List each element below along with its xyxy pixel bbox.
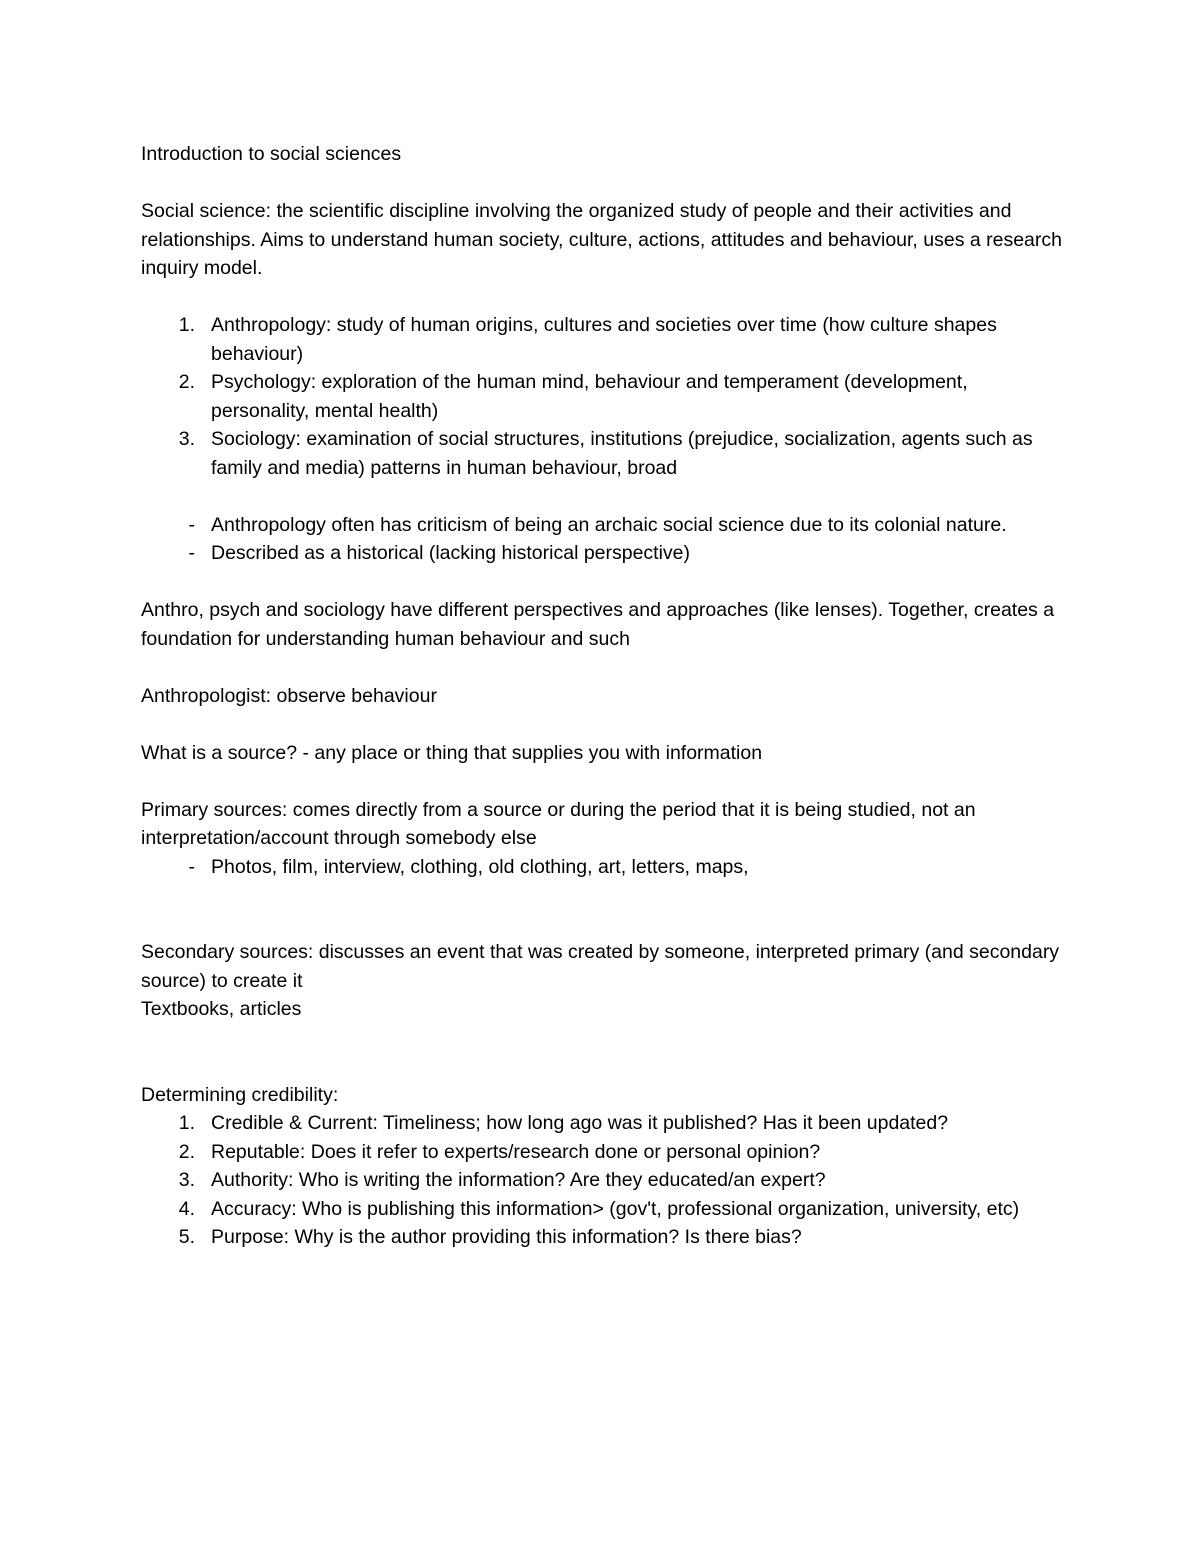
list-item [141, 539, 1071, 568]
list-item [141, 368, 1071, 425]
source-definition: What is a source? - any place or thing that supplies you with information [141, 741, 763, 764]
list-item-text: Purpose: Why is the author providing this information? Is there bias? [211, 1226, 802, 1248]
list-item [141, 1223, 1071, 1252]
list-item [141, 1109, 1071, 1138]
list-item-text: Described as a historical (lacking historical perspective) [211, 542, 691, 564]
primary-examples-list [141, 853, 1071, 882]
list-bullet: - [188, 855, 195, 878]
list-item [141, 1138, 1071, 1167]
list-number: 2. [178, 1140, 195, 1163]
list-item [141, 511, 1071, 540]
list-number: 3. [178, 428, 195, 450]
list-item-text: Authority: Who is writing the information? Are they educated/an expert? [211, 1169, 826, 1191]
list-number: 3. [178, 1169, 195, 1191]
credibility-list [141, 1109, 1071, 1252]
disciplines-list [141, 311, 1071, 482]
list-item-text: Anthropology often has criticism of being an archaic social science due to its colonial nature. [211, 513, 1007, 536]
secondary-sources-paragraph: Secondary sources: discusses an event that was created by someone, interpreted primary (and secondary source) to create it [141, 941, 1060, 992]
document-page [141, 140, 1071, 1252]
primary-sources-paragraph: Primary sources: comes directly from a source or during the period that it is being studied, not an interpretation/account through somebody else [141, 798, 976, 849]
list-item [141, 853, 1071, 882]
list-item-text: Credible & Current: Timeliness; how long ago was it published? Has it been updated? [211, 1112, 949, 1134]
perspectives-paragraph: Anthro, psych and sociology have different perspectives and approaches (like lenses). Together, creates a foundation for understanding human behaviour and such [141, 599, 1055, 650]
list-number: 1. [178, 314, 195, 336]
list-item-text: Sociology: examination of social structures, institutions (prejudice, socialization, agents such as family and media) patterns in human behaviour, broad [211, 428, 1033, 479]
list-number: 5. [178, 1226, 195, 1248]
list-number: 4. [178, 1197, 195, 1220]
list-item [141, 1166, 1071, 1195]
list-item-text: Anthropology: study of human origins, cultures and societies over time (how culture shapes behaviour) [211, 314, 997, 365]
document-title: Introduction to social sciences [141, 143, 402, 165]
anthro-notes-list [141, 511, 1071, 568]
secondary-examples: Textbooks, articles [141, 998, 302, 1020]
list-item-text: Accuracy: Who is publishing this information> (gov't, professional organization, university, etc) [211, 1197, 1020, 1220]
list-item-text: Psychology: exploration of the human mind, behaviour and temperament (development, personality, mental health) [211, 371, 968, 422]
list-item [141, 425, 1071, 482]
credibility-heading: Determining credibility: [141, 1083, 339, 1106]
list-bullet: - [188, 542, 195, 564]
list-number: 2. [178, 371, 195, 393]
social-science-definition: Social science: the scientific discipline involving the organized study of people and their activities and relationships. Aims to understand human society, culture, actions, attitudes and behaviour, uses a research inquiry model. [141, 200, 1062, 279]
list-number: 1. [178, 1112, 195, 1134]
list-item [141, 1195, 1071, 1224]
anthropologist-note: Anthropologist: observe behaviour [141, 684, 437, 707]
list-item-text: Photos, film, interview, clothing, old clothing, art, letters, maps, [211, 855, 749, 878]
list-item-text: Reputable: Does it refer to experts/research done or personal opinion? [211, 1140, 821, 1163]
list-item [141, 311, 1071, 368]
list-bullet: - [188, 513, 195, 536]
